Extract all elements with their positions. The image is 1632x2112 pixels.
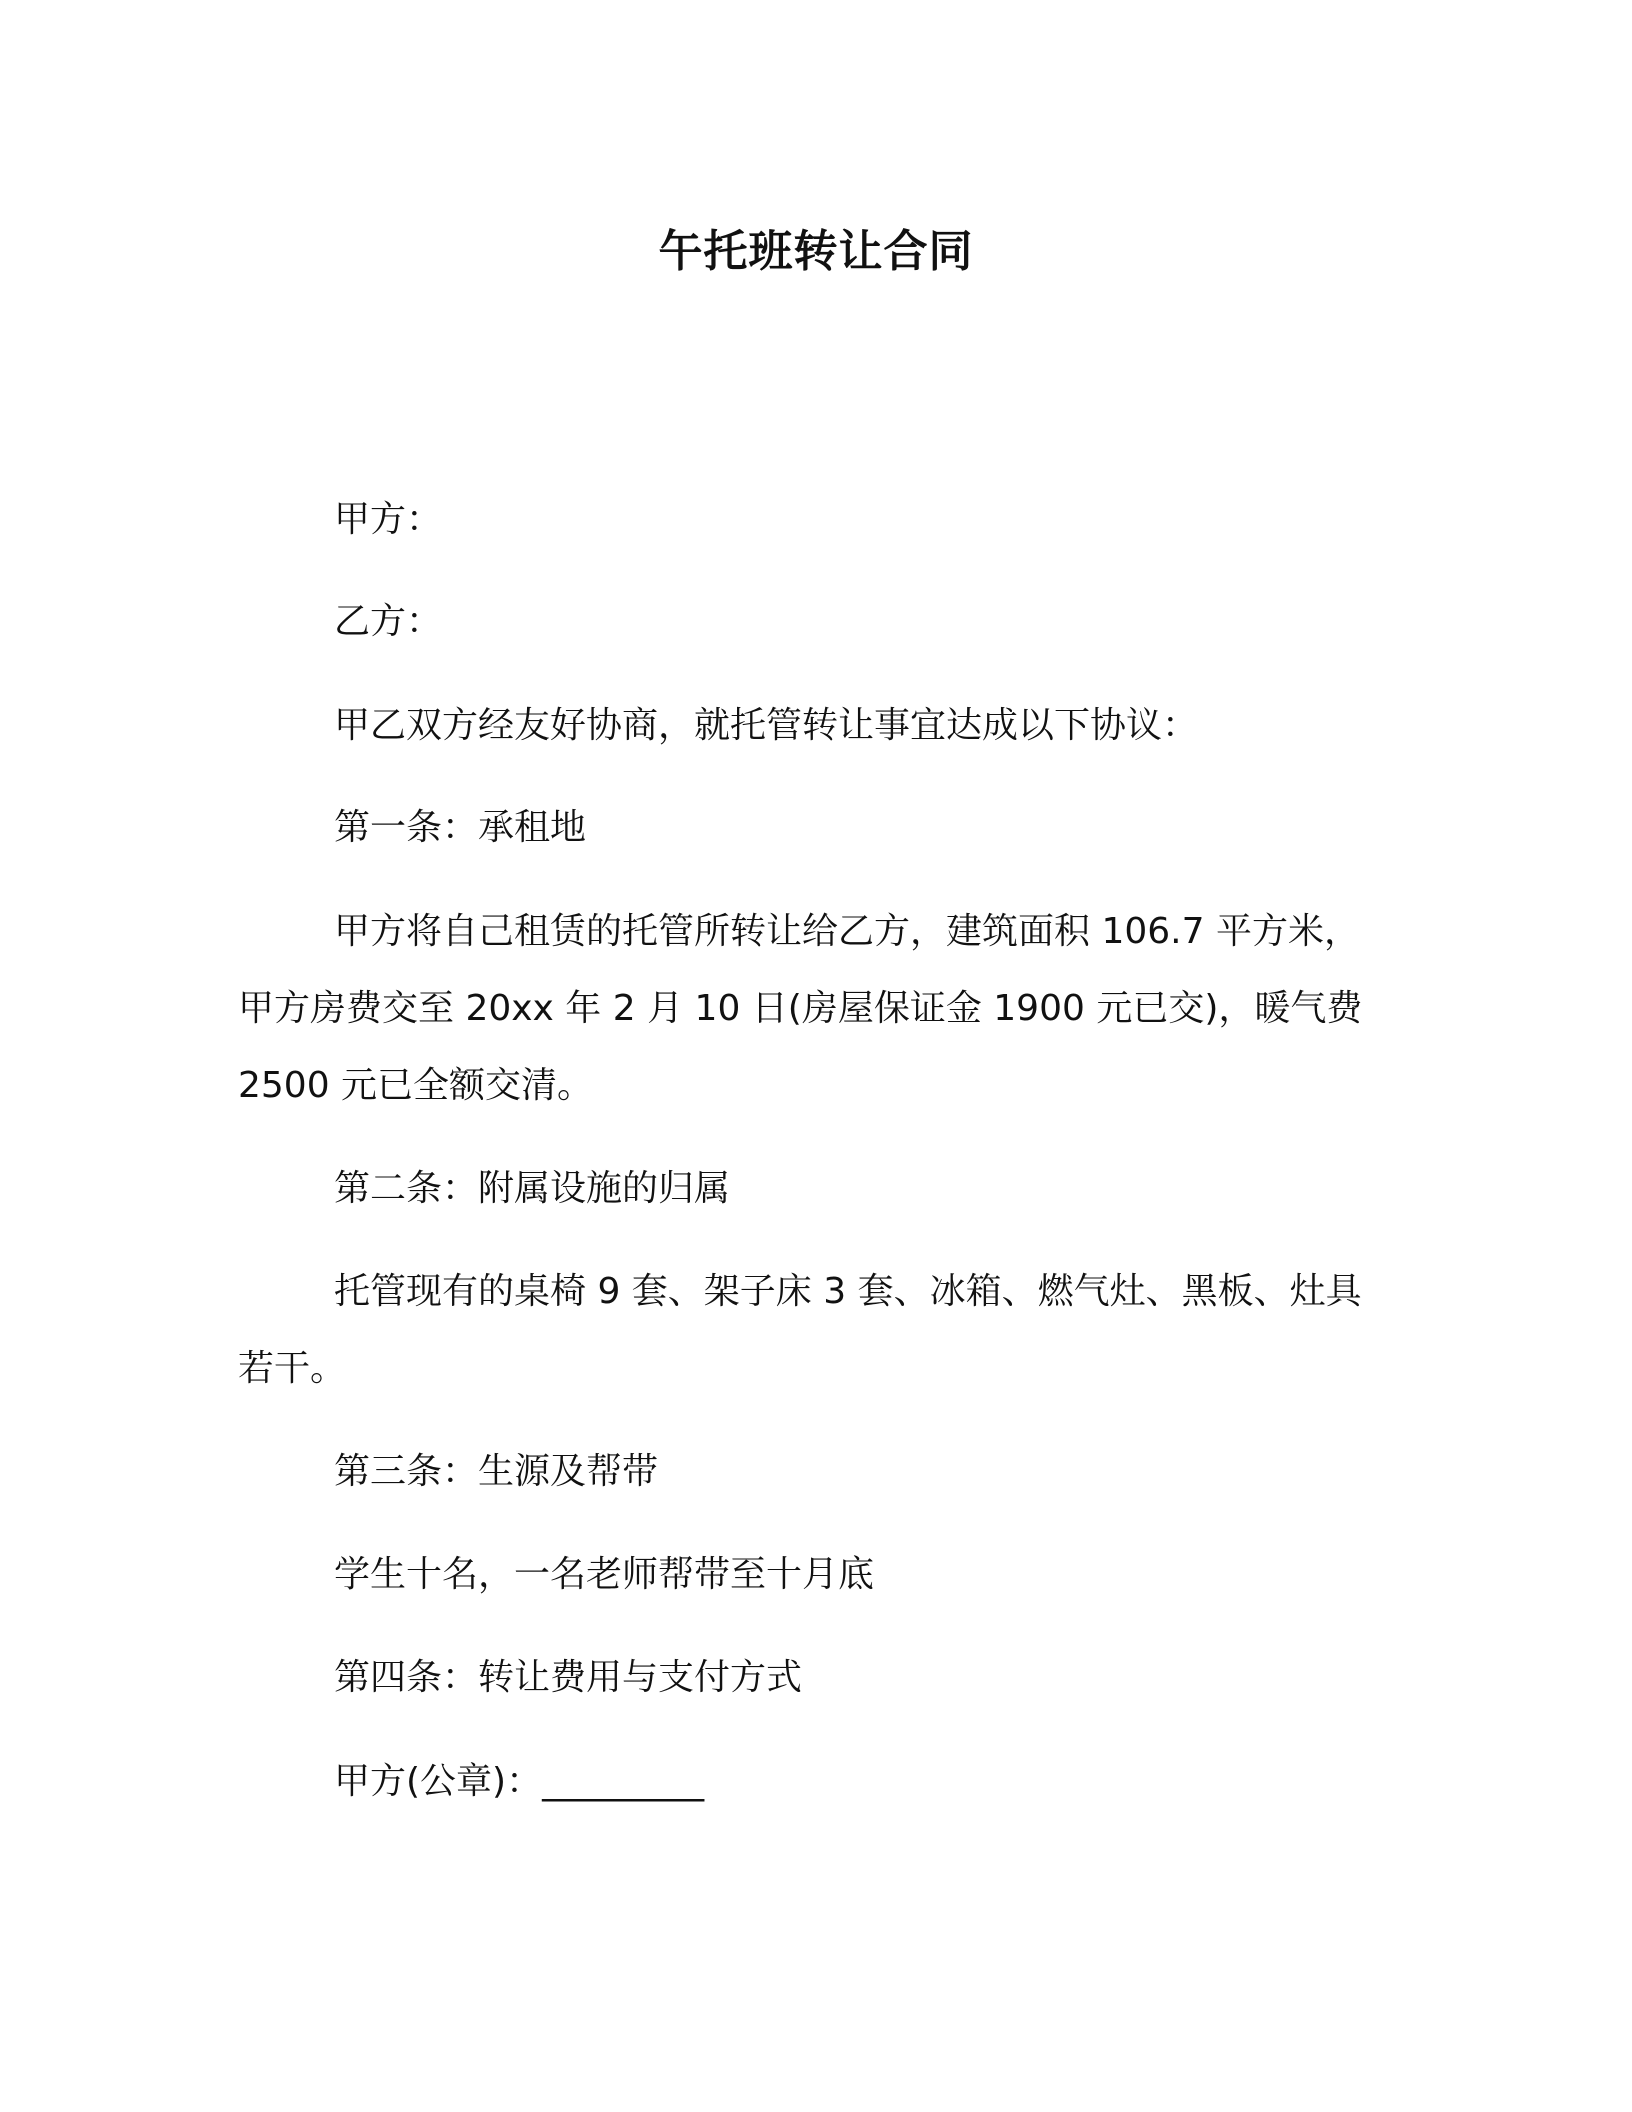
party-a-label: 甲方： (334, 499, 443, 540)
intro-paragraph: 甲乙双方经友好协商，就托管转让事宜达成以下协议： (334, 705, 1199, 746)
article-1-heading: 第一条：承租地 (334, 807, 587, 848)
article-3-body: 学生十名，一名老师帮带至十月底 (334, 1554, 875, 1595)
article-3-heading: 第三条：生源及帮带 (334, 1451, 659, 1492)
article-1-body-line-1: 甲方将自己租赁的托管所转让给乙方，建筑面积 106.7 平方米， (334, 911, 1360, 952)
article-1-body-line-3: 2500 元已全额交清。 (238, 1065, 594, 1106)
article-1-body-line-2: 甲方房费交至 20xx 年 2 月 10 日(房屋保证金 1900 元已交)，暖气费 (238, 988, 1363, 1029)
party-a-seal-signature-line: 甲方(公章)：_________ (334, 1761, 705, 1802)
document-title: 午托班转让合同 (658, 226, 974, 277)
article-2-heading: 第二条：附属设施的归属 (334, 1168, 731, 1209)
article-2-body-line-1: 托管现有的桌椅 9 套、架子床 3 套、冰箱、燃气灶、黑板、灶具 (334, 1271, 1362, 1312)
article-2-body-line-2: 若干。 (238, 1348, 347, 1389)
article-4-heading: 第四条：转让费用与支付方式 (334, 1657, 803, 1698)
party-b-label: 乙方： (334, 601, 443, 642)
